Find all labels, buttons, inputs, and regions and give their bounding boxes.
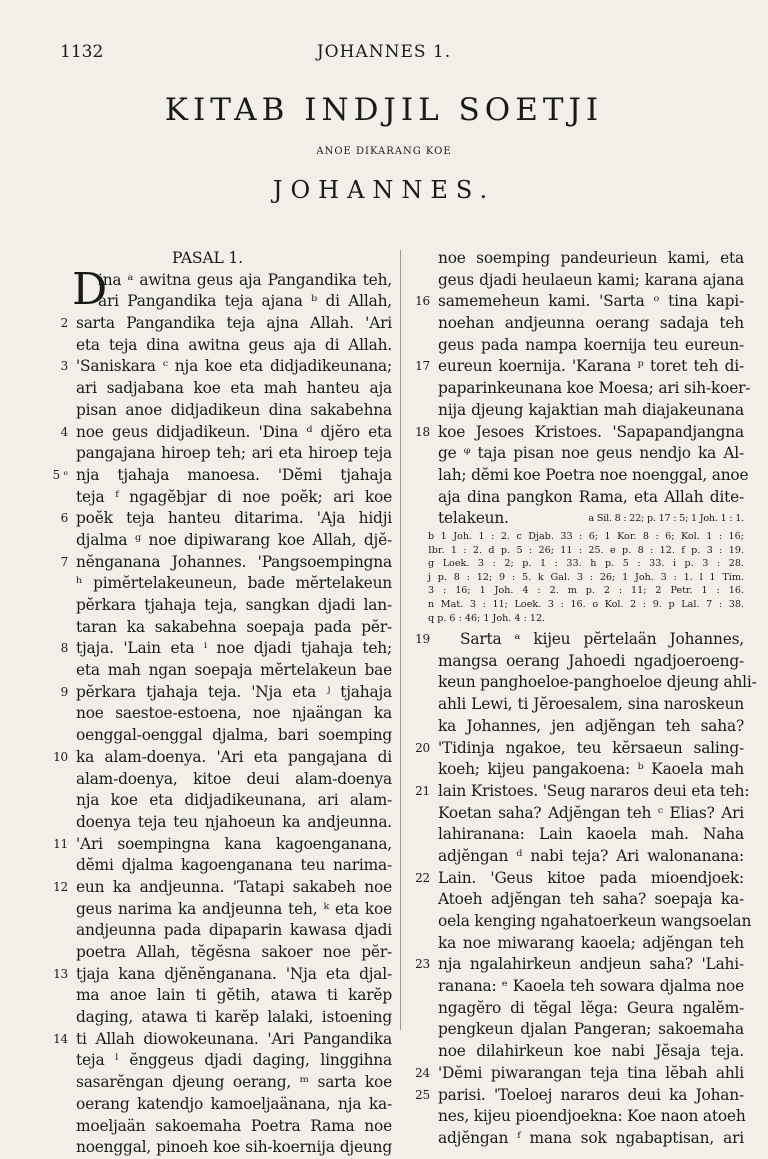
line-text: ngagĕro di tĕgal lĕga: Geura ngalĕm- (438, 998, 744, 1017)
line-text: telakeun. (438, 509, 509, 528)
text-line (404, 824, 744, 846)
text-line (404, 465, 749, 487)
footnote: g Loek. 3 : 2; p. 1 : 33. h p. 5 : 33. i p. 3 : 28. (428, 558, 744, 570)
text-line (404, 694, 744, 716)
line-text: nes, kijeu pioendjoekna: Koe naon atoeh (438, 1107, 746, 1126)
footnote-line (404, 557, 744, 571)
text-line (404, 933, 744, 955)
text-line (404, 313, 744, 335)
text-line (42, 313, 392, 335)
line-text: nĕnganana Johannes. 'Pangsoempingna (76, 552, 392, 571)
footnote: j p. 8 : 12; 9 : 5. k Gal. 3 : 26; 1 Joh. 3 : 1. l 1 Tim. (428, 571, 744, 583)
text-line (404, 911, 752, 933)
text-line (42, 1137, 392, 1159)
text-line (42, 747, 392, 769)
line-text: Lain. 'Geus kitoe pada mioendjoek: (438, 868, 744, 887)
line-text: teja ˡ ĕnggeus djadi daging, linggihna (76, 1051, 392, 1070)
verse-number: 20 (415, 740, 430, 755)
line-text: noe dilahirkeun koe nabi Jĕsaja teja. (438, 1042, 744, 1061)
verse-number: 18 (415, 424, 430, 439)
line-text: pisan anoe didjadikeun dina sakabehna (76, 400, 392, 419)
text-line (404, 487, 744, 509)
text-line (404, 422, 744, 444)
line-text: adjĕngan ᶠ mana sok ngabaptisan, ari (438, 1128, 744, 1147)
text-line (42, 617, 392, 639)
text-line (42, 1094, 392, 1116)
text-line (42, 1050, 392, 1072)
footnote-line (404, 530, 744, 544)
verse-number: 3 (60, 359, 68, 374)
line-text: geus narima ka andjeunna teh, ᵏ eta koe (76, 899, 392, 918)
text-line (404, 443, 744, 465)
page-number: 1132 (60, 42, 104, 62)
footnote: 3 : 16; 1 Joh. 4 : 2. m p. 2 : 11; 2 Petr. 1 : 16. (428, 585, 744, 597)
line-text: Sarta ᵃ kijeu pĕrtelaän Johannes, (460, 630, 744, 649)
verse-number: 13 (53, 966, 68, 981)
text-line (404, 781, 750, 803)
book-title: JOHANNES. (272, 176, 496, 204)
line-text: adjĕngan ᵈ nabi teja? Ari walonanana: (438, 846, 744, 865)
text-line (42, 964, 392, 986)
verse-number: 23 (415, 957, 430, 972)
text-line (404, 378, 751, 400)
text-line (42, 703, 392, 725)
line-text: lah; dĕmi koe Poetra noe noenggal, anoe (438, 465, 749, 484)
line-text: poetra Allah, tĕgĕsna sakoer noe pĕr- (76, 943, 392, 961)
text-line (404, 651, 744, 673)
text-line (404, 248, 744, 270)
line-text: pĕrkara tjahaja teja, sangkan djadi lan- (76, 596, 392, 614)
verse-number: 17 (415, 359, 430, 374)
text-line (42, 356, 392, 378)
text-line (42, 530, 392, 552)
line-text: eureun koernija. 'Karana ᵖ toret teh di- (438, 357, 744, 376)
text-line (404, 954, 744, 976)
text-line (42, 725, 392, 747)
line-text: oela kenging ngahatoerkeun wangsoelan (438, 912, 752, 931)
line-text: keun panghoeloe-panghoeloe djeung ahli- (438, 673, 757, 692)
verse-number: 7 (60, 554, 68, 569)
text-line (42, 595, 392, 617)
drop-cap: D (72, 264, 108, 315)
verse-number: 2 (60, 316, 68, 331)
line-text: noe saestoe-estoena, noe njaängan ka (76, 704, 392, 723)
line-text: aja dina pangkon Rama, eta Allah dite- (438, 487, 744, 506)
column-divider (400, 250, 401, 1030)
line-text: noe geus didjadikeun. 'Dina ᵈ djĕro eta (76, 422, 392, 441)
verse-number: 16 (415, 294, 430, 309)
text-line (42, 443, 392, 465)
text-line (404, 889, 744, 911)
footnote-line (404, 584, 744, 598)
text-line (404, 291, 744, 313)
line-text: sarta Pangandika teja ajna Allah. 'Ari (76, 314, 392, 333)
line-text: noe soemping pandeurieun kami, eta (438, 249, 744, 267)
line-text: ge ᵠ taja pisan noe geus nendjo ka Al- (438, 444, 744, 463)
footnote: q p. 6 : 46; 1 Joh. 4 : 12. (428, 612, 546, 624)
footnote: Ibr. 1 : 2. d p. 5 : 26; 11 : 25. e p. 8 : 12. f p. 3 : 19. (428, 544, 744, 556)
line-text: ahli Lewi, ti Jĕroesalem, sina naroskeun (438, 695, 744, 714)
line-text: eta mah ngan soepaja mĕrtelakeun bae (76, 661, 392, 680)
text-line (42, 812, 392, 834)
verse-number: 21 (415, 783, 430, 798)
line-text: 'Dĕmi piwarangan teja tina lĕbah ahli (438, 1063, 744, 1082)
text-line (42, 660, 392, 682)
line-text: ina ᵃ awitna geus aja Pangandika teh, (98, 270, 392, 289)
text-line (42, 942, 392, 964)
verse-number: 5 ᵉ (52, 467, 68, 482)
line-text: 'Tidinja ngakoe, teu kĕrsaeun saling- (438, 738, 744, 757)
line-text: dĕmi djalma kagoenganana teu narima- (76, 856, 392, 875)
text-line (42, 335, 392, 357)
line-text: ka noe miwarang kaoela; adjĕngan teh (438, 933, 744, 952)
line-text: pĕrkara tjahaja teja. 'Nja eta ʲ tjahaja (76, 682, 392, 701)
footnote: b 1 Joh. 1 : 2. c Djab. 33 : 6; 1 Kor. 8 : 6; Kol. 1 : 16; (428, 530, 744, 542)
text-line (404, 335, 744, 357)
page-subtitle: ANOE DIKARANG KOE (316, 146, 452, 157)
line-text: eta teja dina awitna geus aja di Allah. (76, 335, 392, 354)
text-line (404, 1063, 744, 1085)
text-line (404, 1019, 744, 1041)
text-line (404, 629, 744, 651)
verse-number: 4 (60, 424, 68, 439)
line-text: noehan andjeunna oerang sadaja teh (438, 314, 744, 333)
footnote-line (404, 598, 744, 612)
line-text: pangajana hiroep teh; ari eta hiroep teja (76, 444, 392, 463)
verse-number: 8 (60, 641, 68, 656)
line-text: 'Saniskara ᶜ nja koe eta didjadikeunana; (76, 357, 392, 376)
text-line (42, 508, 392, 530)
line-text: eun ka andjeunna. 'Tatapi sakabeh noe (76, 877, 392, 896)
text-line (42, 1116, 392, 1138)
text-line (404, 803, 744, 825)
line-text: pengkeun djalan Pangeran; sakoemaha (438, 1020, 744, 1039)
line-text: koe Jesoes Kristoes. 'Sapapandjangna (438, 422, 744, 441)
line-text: ʰ pimĕrtelakeuneun, bade mĕrtelakeun (76, 574, 392, 593)
text-line (404, 976, 744, 998)
verse-number: 22 (415, 870, 430, 885)
line-text: tjaja. 'Lain eta ⁱ noe djadi tjahaja teh; (76, 639, 392, 658)
text-line (404, 1106, 744, 1128)
text-line (42, 920, 392, 942)
text-line (404, 400, 744, 422)
line-text: nija djeung kajaktian mah diajakeunana (438, 400, 744, 419)
text-line (404, 998, 744, 1020)
text-line (42, 899, 392, 921)
right-column (404, 248, 757, 1150)
line-text: geus djadi heulaeun kami; karana ajana (438, 270, 744, 289)
verse-number: 10 (53, 749, 68, 764)
line-text: 'Ari soempingna kana kagoenganana, (76, 834, 392, 853)
line-text: ari sadjabana koe eta mah hanteu aja (76, 379, 392, 398)
text-line (404, 716, 744, 738)
verse-number: 25 (415, 1087, 430, 1102)
footnote: n Mat. 3 : 11; Loek. 3 : 16. o Kol. 2 : 9. p Lal. 7 : 38. (428, 598, 744, 610)
text-line (404, 356, 744, 378)
text-line (42, 834, 392, 856)
verse-number: 11 (53, 836, 68, 851)
verse-number: 19 (415, 632, 430, 647)
text-line (42, 378, 392, 400)
line-text: doenya teja teu njahoeun ka andjeunna. (76, 812, 392, 831)
text-line (42, 769, 392, 791)
text-line (42, 291, 392, 313)
line-text: oenggal-oenggal djalma, bari soemping (76, 726, 392, 745)
text-line (404, 738, 744, 760)
line-text: nja koe eta didjadikeunana, ari alam- (76, 791, 392, 810)
line-text: paparinkeunana koe Moesa; ari sih-koer- (438, 379, 751, 398)
line-text: geus pada nampa koernija teu eureun- (438, 335, 744, 354)
line-text: moeljaän sakoemaha Poetra Rama noe (76, 1116, 392, 1135)
text-line (404, 1085, 744, 1107)
line-text: sasarĕngan djeung oerang, ᵐ sarta koe (76, 1073, 392, 1092)
line-text: daging, atawa ti karĕp lalaki, istoening (76, 1008, 392, 1027)
text-line (42, 422, 392, 444)
line-text: teja ᶠ ngagĕbjar di noe poĕk; ari koe (76, 487, 392, 506)
text-line (404, 672, 757, 694)
line-text: Atoeh adjĕngan teh saha? soepaja ka- (438, 890, 744, 909)
text-line (404, 1041, 744, 1063)
line-text: lahiranana: Lain kaoela mah. Naha (438, 825, 744, 844)
text-line (42, 400, 392, 422)
chapter-heading: PASAL 1. (172, 249, 243, 267)
line-text: nja ngalahirkeun andjeun saha? 'Lahi- (438, 955, 744, 974)
text-line (42, 985, 392, 1007)
text-line (42, 682, 392, 704)
line-text: nja tjahaja manoesa. 'Dĕmi tjahaja (76, 465, 392, 484)
line-text: lain Kristoes. 'Seug nararos deui eta teh: (438, 781, 750, 800)
line-text: taran ka sakabehna soepaja pada pĕr- (76, 617, 392, 636)
line-text: Koetan saha? Adjĕngan teh ᶜ Elias? Ari (438, 803, 744, 822)
footnote: a Sil. 8 : 22; p. 17 : 5; 1 Joh. 1 : 1. (588, 513, 744, 525)
text-line (42, 855, 392, 877)
line-text: ma anoe lain ti gĕtih, atawa ti karĕp (76, 986, 392, 1005)
text-line (42, 270, 392, 292)
line-text: poĕk teja hanteu ditarima. 'Aja hidji (76, 509, 392, 528)
page-title: KITAB INDJIL SOETJI (164, 92, 604, 128)
line-text: ranana: ᵉ Kaoela teh sowara djalma noe (438, 977, 744, 996)
text-line (404, 759, 744, 781)
line-text: djalma ᵍ noe dipiwarang koe Allah, djĕ- (76, 530, 392, 549)
text-line (404, 846, 744, 868)
line-text: mangsa oerang Jahoedi ngadjoeroeng- (438, 651, 744, 670)
verse-number: 14 (53, 1031, 68, 1046)
text-line (42, 638, 392, 660)
line-text: oerang katendjo kamoeljaänana, nja ka- (76, 1094, 392, 1113)
running-title: JOHANNES 1. (316, 42, 452, 62)
text-line (404, 868, 744, 890)
line-text: alam-doenya, kitoe deui alam-doenya (76, 769, 392, 788)
verse-number: 9 (60, 684, 68, 699)
line-text: ti Allah diowokeunana. 'Ari Pangandika (76, 1029, 392, 1048)
text-line (404, 1128, 744, 1150)
text-line (42, 1072, 392, 1094)
left-column (42, 248, 392, 1159)
line-text: ari Pangandika teja ajana ᵇ di Allah, (98, 292, 392, 311)
footnote-line (404, 571, 744, 585)
text-line (42, 790, 392, 812)
footnote-line (404, 544, 744, 558)
line-text: andjeunna pada dipaparin kawasa djadi (76, 921, 392, 940)
text-line (42, 1029, 392, 1051)
line-text: ka Johannes, jen adjĕngan teh saha? (438, 716, 744, 735)
text-line (42, 487, 392, 509)
text-line (42, 465, 392, 487)
line-text: noenggal, pinoeh koe sih-koernija djeung (76, 1138, 392, 1157)
line-text: koeh; kijeu pangakoena: ᵇ Kaoela mah (438, 760, 744, 779)
text-line (42, 877, 392, 899)
line-text: ka alam-doenya. 'Ari eta pangajana di (76, 747, 392, 766)
text-line (42, 573, 392, 595)
verse-number: 6 (60, 511, 68, 526)
running-head (0, 42, 768, 66)
text-line (42, 552, 392, 574)
text-line (404, 270, 744, 292)
text-line (404, 508, 744, 530)
line-text: samemeheun kami. 'Sarta ᵒ tina kapi- (438, 292, 744, 311)
line-text: tjaja kana djĕnĕnganana. 'Nja eta djal- (76, 964, 392, 983)
verse-number: 12 (53, 879, 68, 894)
line-text: parisi. 'Toeloej nararos deui ka Johan- (438, 1085, 744, 1104)
footnote-line (404, 612, 744, 626)
verse-number: 24 (415, 1065, 430, 1080)
text-line (42, 1007, 392, 1029)
